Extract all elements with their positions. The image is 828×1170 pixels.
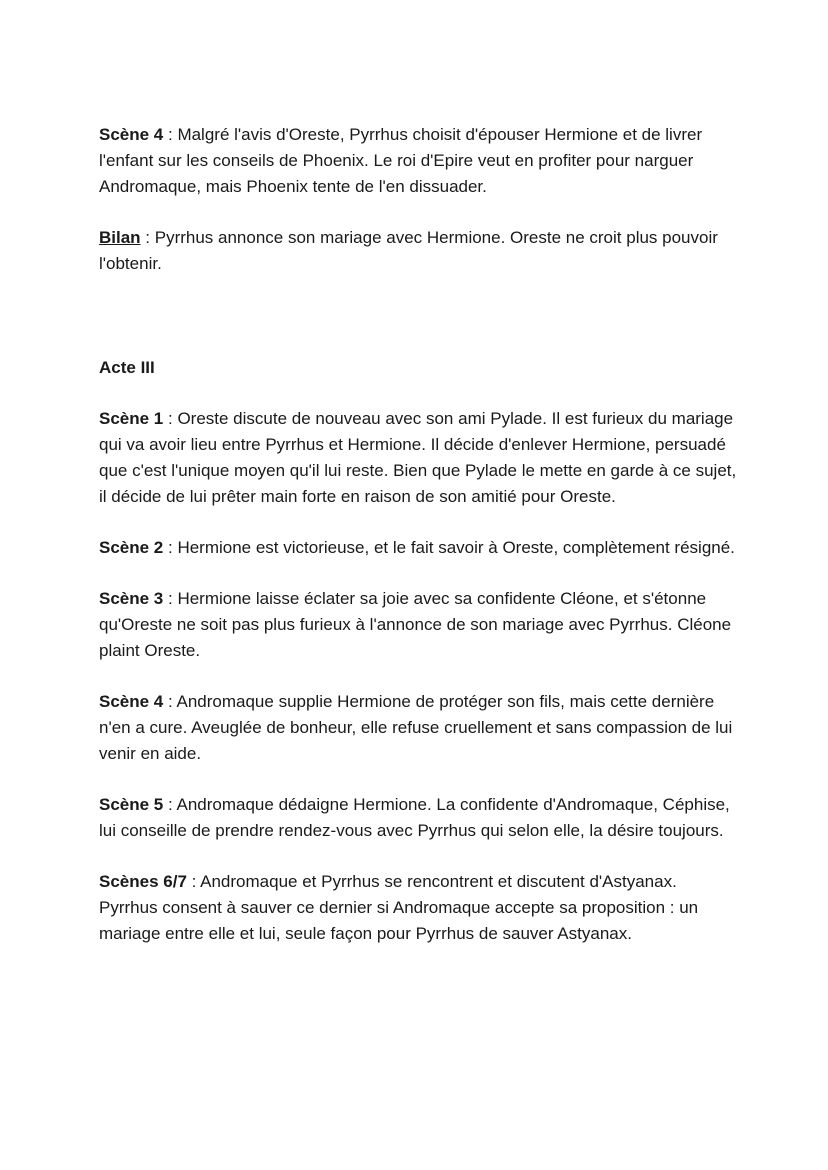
paragraph-text: Oreste discute de nouveau avec son ami Pylade. Il est furieux du mariage qui va avoir lieu entre Pyrrhus et Hermione. Il décide d'enlever Hermione, persuadé que c'est l'unique moyen qu'il lui reste. Bien que Pylade le mette en garde à ce sujet, il décide de lui prêter main forte en raison de son amitié pour Oreste. — [99, 409, 737, 506]
paragraph-scene-4: Scène 4 : Malgré l'avis d'Oreste, Pyrrhus choisit d'épouser Hermione et de livrer l'enfant sur les conseils de Phoenix. Le roi d'Epire veut en profiter pour narguer Andromaque, mais Phoenix tente de l'en dissuader. — [99, 125, 703, 196]
scene-label: Scène 1 — [99, 409, 164, 428]
paragraph-scene-3: Scène 3 : Hermione laisse éclater sa joie avec sa confidente Cléone, et s'étonne qu'Oreste ne soit pas plus furieux à l'annonce de son mariage avec Pyrrhus. Cléone plaint Oreste. — [99, 589, 732, 660]
scene-label: Scène 4 — [99, 692, 164, 711]
paragraph-scene-1: Scène 1 : Oreste discute de nouveau avec son ami Pylade. Il est furieux du mariage qui va avoir lieu entre Pyrrhus et Hermione. Il décide d'enlever Hermione, persuadé que c'est l'unique moyen qu'il lui reste. Bien que Pylade le mette en garde à ce sujet, il décide de lui prêter main forte en raison de son amitié pour Oreste. — [99, 409, 737, 506]
paragraph-text: Andromaque et Pyrrhus se rencontrent et discutent d'Astyanax. Pyrrhus consent à sauver ce dernier si Andromaque accepte sa proposition : un mariage entre elle et lui, seule façon pour Pyrrhus de sauver Astyanax. — [99, 872, 699, 943]
paragraph-text: Hermione laisse éclater sa joie avec sa confidente Cléone, et s'étonne qu'Oreste ne soit pas plus furieux à l'annonce de son mariage avec Pyrrhus. Cléone plaint Oreste. — [99, 589, 732, 660]
paragraph-scenes-6-7: Scènes 6/7 : Andromaque et Pyrrhus se rencontrent et discutent d'Astyanax. Pyrrhus consent à sauver ce dernier si Andromaque accepte sa proposition : un mariage entre elle et lui, seule façon pour Pyrrhus de sauver Astyanax. — [99, 872, 699, 943]
paragraph-scene-2: Scène 2 : Hermione est victorieuse, et le fait savoir à Oreste, complètement résigné. — [99, 538, 735, 557]
scene-label: Scène 5 — [99, 795, 164, 814]
scene-label: Scène 2 — [99, 538, 164, 557]
paragraph-text: Pyrrhus annonce son mariage avec Hermione. Oreste ne croit plus pouvoir l'obtenir. — [99, 228, 718, 273]
bilan-label: Bilan — [99, 228, 141, 247]
paragraph-text: Malgré l'avis d'Oreste, Pyrrhus choisit d'épouser Hermione et de livrer l'enfant sur les conseils de Phoenix. Le roi d'Epire veut en profiter pour narguer Andromaque, mais Phoenix tente de l'en dissuader. — [99, 125, 703, 196]
paragraph-scene-5: Scène 5 : Andromaque dédaigne Hermione. La confidente d'Andromaque, Céphise, lui conseille de prendre rendez-vous avec Pyrrhus qui selon elle, la désire toujours. — [99, 795, 730, 840]
paragraph-text: Hermione est victorieuse, et le fait savoir à Oreste, complètement résigné. — [177, 538, 735, 557]
scene-label: Scènes 6/7 — [99, 872, 187, 891]
paragraph-text: Andromaque dédaigne Hermione. La confidente d'Andromaque, Céphise, lui conseille de prendre rendez-vous avec Pyrrhus qui selon elle, la désire toujours. — [99, 795, 730, 840]
paragraph-bilan: Bilan : Pyrrhus annonce son mariage avec Hermione. Oreste ne croit plus pouvoir l'obtenir. — [99, 228, 718, 273]
scene-label: Scène 3 — [99, 589, 164, 608]
paragraph-text: Andromaque supplie Hermione de protéger son fils, mais cette dernière n'en a cure. Aveuglée de bonheur, elle refuse cruellement et sans compassion de lui venir en aide. — [99, 692, 733, 763]
document-page — [99, 122, 739, 947]
act-heading: Acte III — [99, 358, 155, 377]
scene-label: Scène 4 — [99, 125, 164, 144]
paragraph-scene-4-act3: Scène 4 : Andromaque supplie Hermione de protéger son fils, mais cette dernière n'en a cure. Aveuglée de bonheur, elle refuse cruellement et sans compassion de lui venir en aide. — [99, 692, 733, 763]
